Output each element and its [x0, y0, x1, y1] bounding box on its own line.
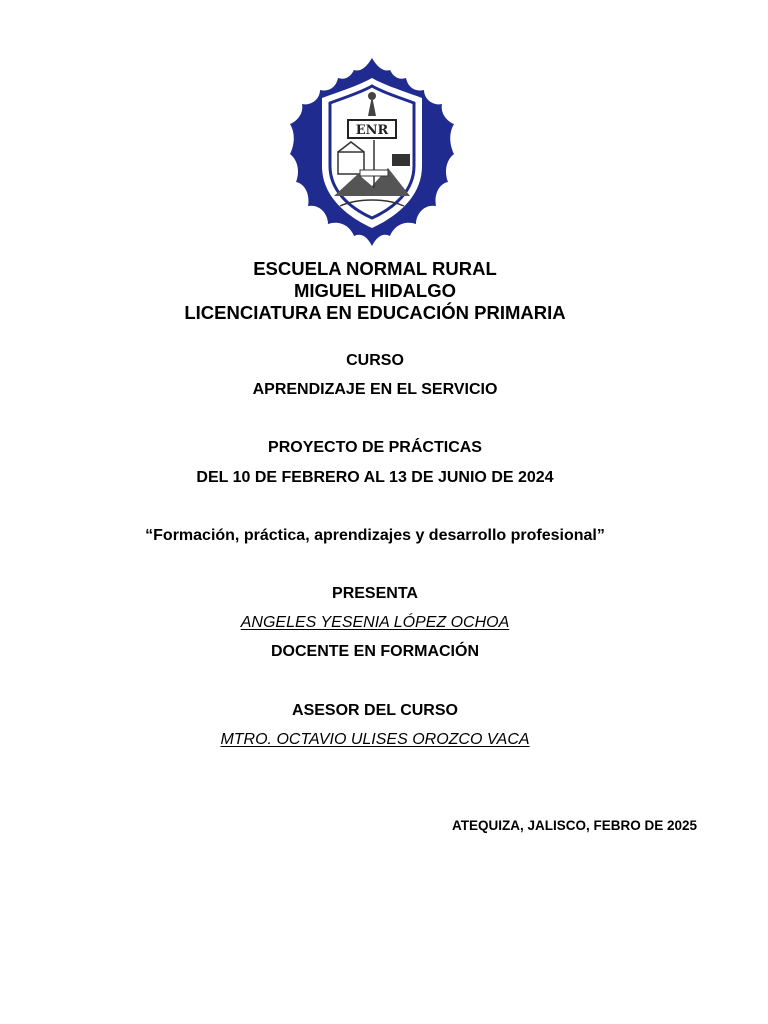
- enr-school-crest-icon: [288, 56, 456, 248]
- presenter-name: ANGELES YESENIA LÓPEZ OCHOA: [240, 614, 510, 631]
- project-dates: DEL 10 DE FEBRERO AL 13 DE JUNIO DE 2024: [196, 469, 554, 486]
- motto: “Formación, práctica, aprendizajes y desarrollo profesional”: [145, 527, 605, 544]
- course-label: CURSO: [346, 352, 404, 369]
- degree-program: LICENCIATURA EN EDUCACIÓN PRIMARIA: [184, 302, 566, 323]
- course-name: APRENDIZAJE EN EL SERVICIO: [252, 381, 498, 398]
- presenter-label: PRESENTA: [332, 585, 418, 602]
- svg-text:ENR: ENR: [355, 123, 389, 138]
- place-and-date: ATEQUIZA, JALISCO, FEBRO DE 2025: [451, 818, 697, 833]
- project-title: PROYECTO DE PRÁCTICAS: [268, 439, 482, 456]
- school-name-line-1: ESCUELA NORMAL RURAL: [253, 258, 497, 279]
- advisor-name: MTRO. OCTAVIO ULISES OROZCO VACA: [220, 731, 530, 748]
- presenter-role: DOCENTE EN FORMACIÓN: [271, 643, 479, 660]
- advisor-label: ASESOR DEL CURSO: [292, 702, 458, 719]
- school-name-line-2: MIGUEL HIDALGO: [293, 280, 457, 301]
